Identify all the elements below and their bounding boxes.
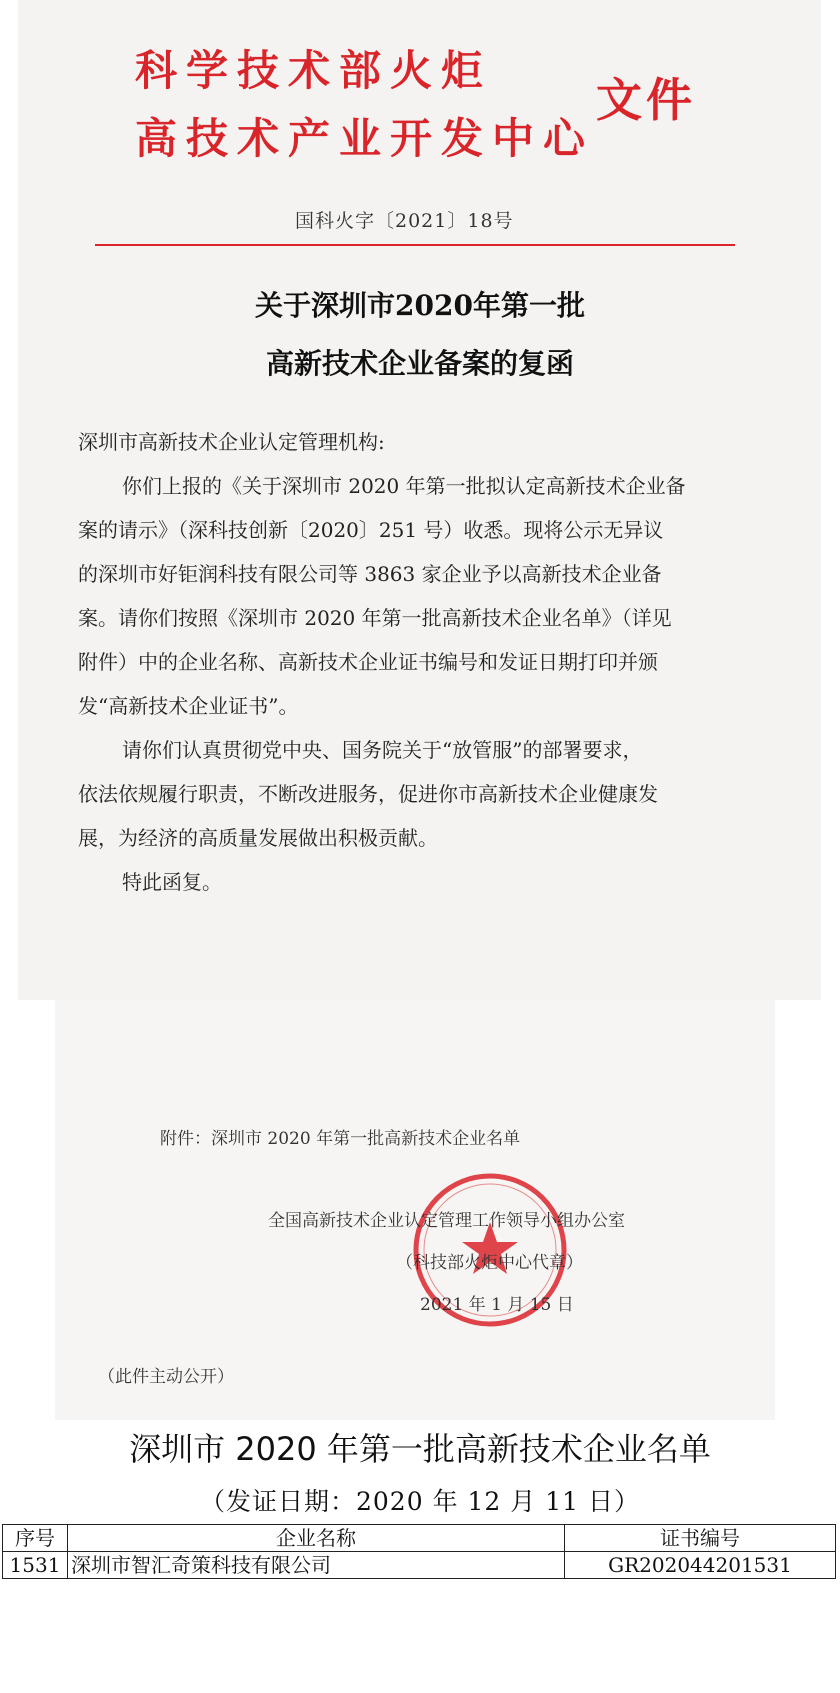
paragraph-line: 发“高新技术企业证书”。 xyxy=(78,694,299,718)
paragraph-line: 案。请你们按照《深圳市 2020 年第一批高新技术企业名单》（详见 xyxy=(78,606,672,630)
header-name: 企业名称 xyxy=(68,1525,565,1552)
header-cert: 证书编号 xyxy=(565,1525,836,1552)
cell-seq: 1531 xyxy=(3,1552,68,1579)
paragraph-line: 的深圳市好钜润科技有限公司等 3863 家企业予以高新技术企业备 xyxy=(78,562,662,586)
cell-cert: GR202044201531 xyxy=(565,1552,836,1579)
document-type-label: 文件 xyxy=(596,73,696,127)
salutation: 深圳市高新技术企业认定管理机构: xyxy=(78,430,385,454)
disclosure-note: （此件主动公开） xyxy=(98,1367,234,1387)
closing-remark: 特此函复。 xyxy=(122,870,222,894)
attachment-line: 附件：深圳市 2020 年第一批高新技术企业名单 xyxy=(160,1129,521,1149)
signing-date: 2021 年 1 月 15 日 xyxy=(420,1295,574,1315)
list-issue-date: （发证日期：2020 年 12 月 11 日） xyxy=(200,1487,640,1516)
paragraph-line: 附件）中的企业名称、高新技术企业证书编号和发证日期打印并颁 xyxy=(78,650,658,674)
list-title: 深圳市 2020 年第一批高新技术企业名单 xyxy=(129,1430,711,1468)
document-title-line1: 关于深圳市2020年第一批 xyxy=(255,289,585,322)
document-title-line2: 高新技术企业备案的复函 xyxy=(265,347,574,380)
table-row xyxy=(3,1552,836,1579)
issuer-name-line2: 高技术产业开发中心 xyxy=(135,114,595,163)
paragraph-line: 展，为经济的高质量发展做出积极贡献。 xyxy=(78,826,438,850)
signing-proxy: （科技部火炬中心代章） xyxy=(396,1253,583,1273)
issuer-name-line1: 科学技术部火炬 xyxy=(135,46,493,95)
signing-office: 全国高新技术企业认定管理工作领导小组办公室 xyxy=(268,1211,625,1231)
table-header-row xyxy=(3,1525,836,1552)
paragraph-line: 依法依规履行职责，不断改进服务，促进你市高新技术企业健康发 xyxy=(78,782,658,806)
document-number: 国科火字〔2021〕18号 xyxy=(295,210,514,232)
paragraph-line: 请你们认真贯彻党中央、国务院关于“放管服”的部署要求， xyxy=(122,738,643,762)
cell-name: 深圳市智汇奇策科技有限公司 xyxy=(68,1552,565,1579)
paragraph-line: 案的请示》（深科技创新〔2020〕251 号）收悉。现将公示无异议 xyxy=(78,518,664,542)
red-divider-line xyxy=(95,244,735,246)
enterprise-table xyxy=(2,1524,836,1579)
paragraph-line: 你们上报的《关于深圳市 2020 年第一批拟认定高新技术企业备 xyxy=(122,474,686,498)
header-seq: 序号 xyxy=(3,1525,68,1552)
